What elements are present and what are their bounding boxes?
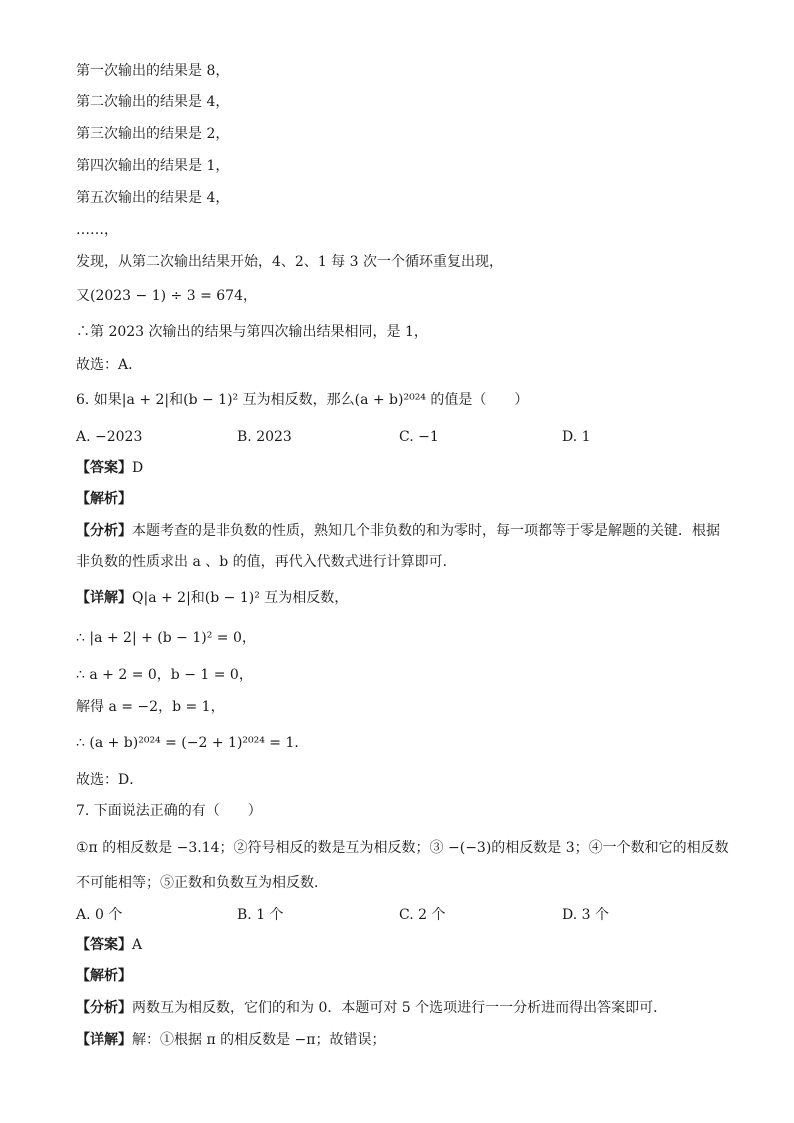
q6-option-d: D. 1 <box>562 429 591 445</box>
q6-detail-line-1 <box>76 588 348 608</box>
solution-line-5: 第五次输出的结果是 4， <box>76 190 230 206</box>
answer-tag: 【答案】 <box>76 937 132 953</box>
q7-body-line-2: 不可能相等；⑤正数和负数互为相反数． <box>76 875 328 891</box>
q6-fenxi-line-2: 非负数的性质求出 a 、b 的值，再代入代数式进行计算即可． <box>76 554 457 570</box>
fenxi-tag: 【分析】 <box>76 1000 132 1016</box>
fenxi-tag: 【分析】 <box>76 523 132 539</box>
q7-detail <box>76 1030 385 1050</box>
detail-tag: 【详解】 <box>76 590 132 606</box>
solution-line-7: 发现，从第二次输出结果开始，4、2、1 每 3 次一个循环重复出现， <box>76 254 503 270</box>
solution-line-8: 又(2023 − 1) ÷ 3 = 674， <box>76 288 257 304</box>
solution-line-1: 第一次输出的结果是 8， <box>76 63 230 79</box>
q6-detail-line-2: ∴ |a + 2| + (b − 1)² = 0， <box>76 630 256 646</box>
fenxi-text: 本题考查的是非负数的性质，熟知几个非负数的和为零时，每一项都等于零是解题的关键．根据 <box>132 523 720 539</box>
solution-line-10: 故选：A． <box>76 357 143 373</box>
solution-line-4: 第四次输出的结果是 1， <box>76 158 230 174</box>
q7-option-b: B. 1 个 <box>237 907 284 923</box>
q7-option-c: C. 2 个 <box>399 907 446 923</box>
q6-detail-line-4: 解得 a = −2，b = 1， <box>76 699 225 715</box>
detail-text: Q|a + 2|和(b − 1)² 互为相反数， <box>132 590 349 606</box>
q7-fenxi <box>76 998 667 1018</box>
q7-option-d: D. 3 个 <box>562 907 609 923</box>
q6-analysis-tag: 【解析】 <box>76 491 132 507</box>
q6-detail-line-5: ∴ (a + b)²⁰²⁴ = (−2 + 1)²⁰²⁴ = 1． <box>76 735 309 751</box>
q6-answer <box>76 458 143 478</box>
q7-option-a: A. 0 个 <box>76 907 123 923</box>
q6-fenxi-line-1 <box>76 521 720 541</box>
q7-answer <box>76 935 142 955</box>
q6-choice: 故选：D． <box>76 772 144 788</box>
solution-line-3: 第三次输出的结果是 2， <box>76 126 230 142</box>
q6-stem: 6. 如果|a + 2|和(b − 1)² 互为相反数，那么(a + b)²⁰²⁴ 的值是（ ） <box>76 392 529 408</box>
answer-value: D <box>132 460 144 476</box>
answer-tag: 【答案】 <box>76 460 132 476</box>
answer-value: A <box>132 937 143 953</box>
q6-option-c: C. −1 <box>399 429 439 445</box>
solution-line-6: ……， <box>76 222 118 238</box>
q7-body-line-1: ①π 的相反数是 −3.14；②符号相反的数是互为相反数；③ −(−3)的相反数是 3；④一个数和它的相反数 <box>76 840 729 856</box>
detail-text: 解：①根据 π 的相反数是 −π；故错误； <box>132 1032 386 1048</box>
q6-option-b: B. 2023 <box>237 429 292 445</box>
q6-detail-line-3: ∴ a + 2 = 0，b − 1 = 0， <box>76 667 253 683</box>
solution-line-9: ∴第 2023 次输出的结果与第四次输出结果相同，是 1， <box>76 324 428 340</box>
q6-option-a: A. −2023 <box>76 429 143 445</box>
detail-tag: 【详解】 <box>76 1032 132 1048</box>
fenxi-text: 两数互为相反数，它们的和为 0．本题可对 5 个选项进行一一分析进而得出答案即可． <box>132 1000 668 1016</box>
q7-analysis-tag: 【解析】 <box>76 968 132 984</box>
solution-line-2: 第二次输出的结果是 4， <box>76 94 230 110</box>
q7-stem: 7. 下面说法正确的有（ ） <box>76 803 262 819</box>
